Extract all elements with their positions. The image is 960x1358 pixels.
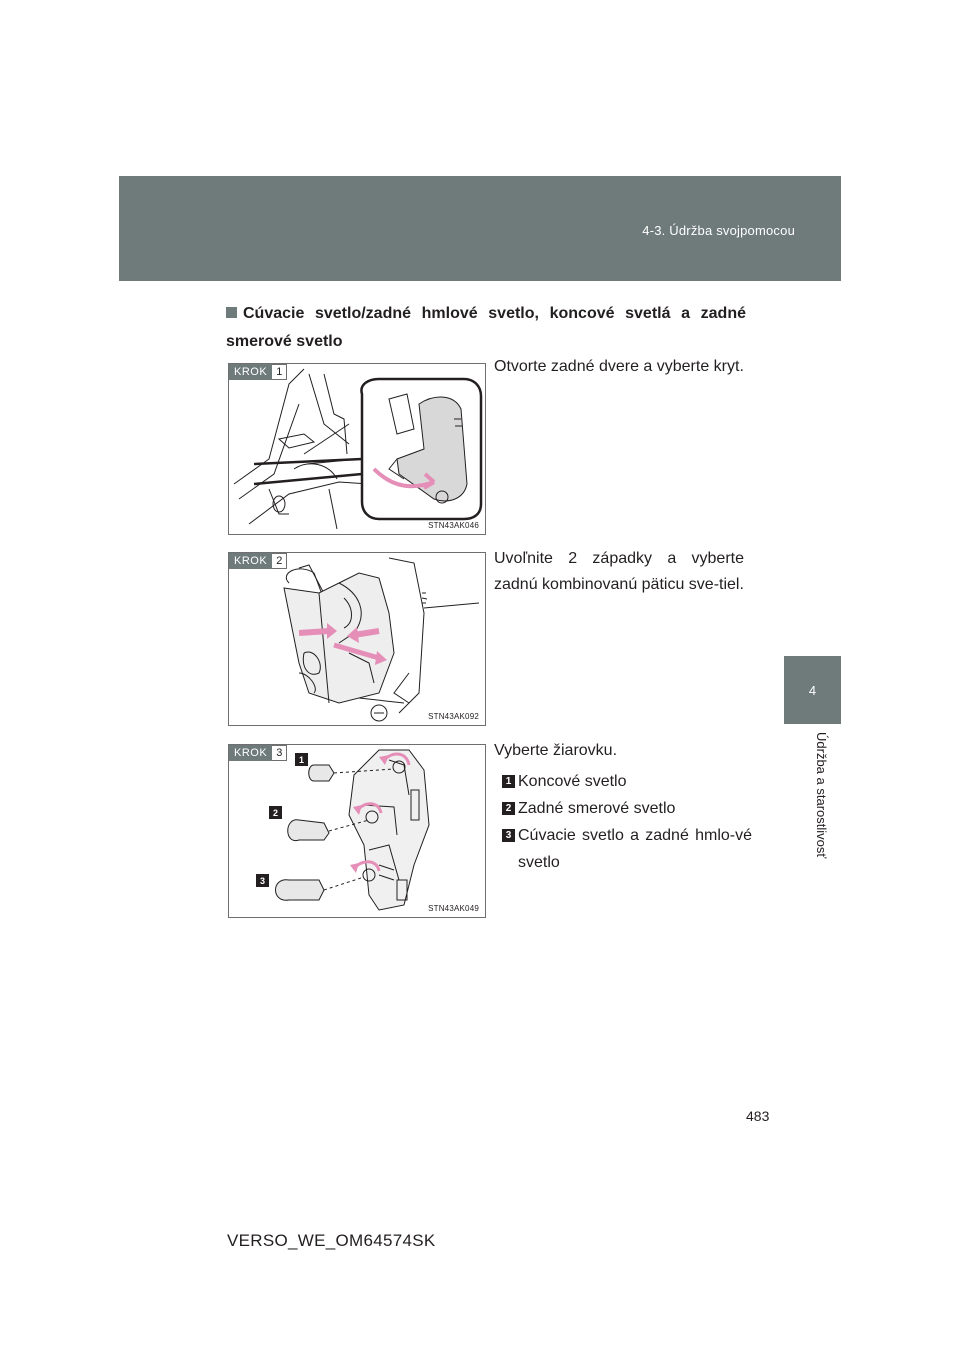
figure-code-1: STN43AK046: [428, 521, 479, 530]
legend-item-2: [502, 795, 752, 822]
figure-step-2: [228, 552, 486, 726]
heading-text: Cúvacie svetlo/zadné hmlové svetlo, koncové svetlá a zadné smerové svetlo: [226, 305, 746, 350]
callout-1: 1: [295, 753, 308, 766]
step-badge-3: KROK 3: [229, 745, 287, 761]
step-badge-1: KROK 1: [229, 364, 287, 380]
step-badge-2: KROK 2: [229, 553, 287, 569]
section-heading: [226, 300, 746, 356]
bulb-legend: [502, 768, 752, 876]
document-code: VERSO_WE_OM64574SK: [227, 1231, 436, 1250]
step-1-text: Otvorte zadné dvere a vyberte kryt.: [494, 358, 744, 375]
callout-3: 3: [256, 874, 269, 887]
chapter-tab[interactable]: 4: [784, 656, 841, 724]
callout-2: 2: [269, 806, 282, 819]
page-number: 483: [746, 1108, 770, 1124]
figure-step-3: [228, 744, 486, 918]
figure-code-2: STN43AK092: [428, 712, 479, 721]
legend-key-2: 2: [502, 802, 515, 815]
trunk-interior-illustration: [229, 364, 485, 534]
legend-item-3: [502, 822, 752, 876]
legend-label-2: Zadné smerové svetlo: [518, 800, 676, 817]
bulb-removal-illustration: [229, 745, 485, 917]
header-band: [119, 176, 841, 281]
combination-lamp-illustration: [229, 553, 485, 725]
heading-bullet-icon: [226, 307, 237, 318]
legend-key-3: 3: [502, 829, 515, 842]
figure-code-3: STN43AK049: [428, 904, 479, 913]
step-3-text: Vyberte žiarovku.: [494, 742, 618, 759]
legend-label-3: Cúvacie svetlo a zadné hmlo-vé svetlo: [518, 827, 752, 871]
section-title: 4-3. Údržba svojpomocou: [642, 223, 795, 238]
figure-step-1: [228, 363, 486, 535]
legend-item-1: [502, 768, 752, 795]
step-2-text: Uvoľnite 2 západky a vyberte zadnú kombinovanú päticu sve-tiel.: [494, 550, 744, 593]
chapter-title: Údržba a starostlivosť: [814, 732, 829, 859]
legend-label-1: Koncové svetlo: [518, 773, 627, 790]
legend-key-1: 1: [502, 775, 515, 788]
